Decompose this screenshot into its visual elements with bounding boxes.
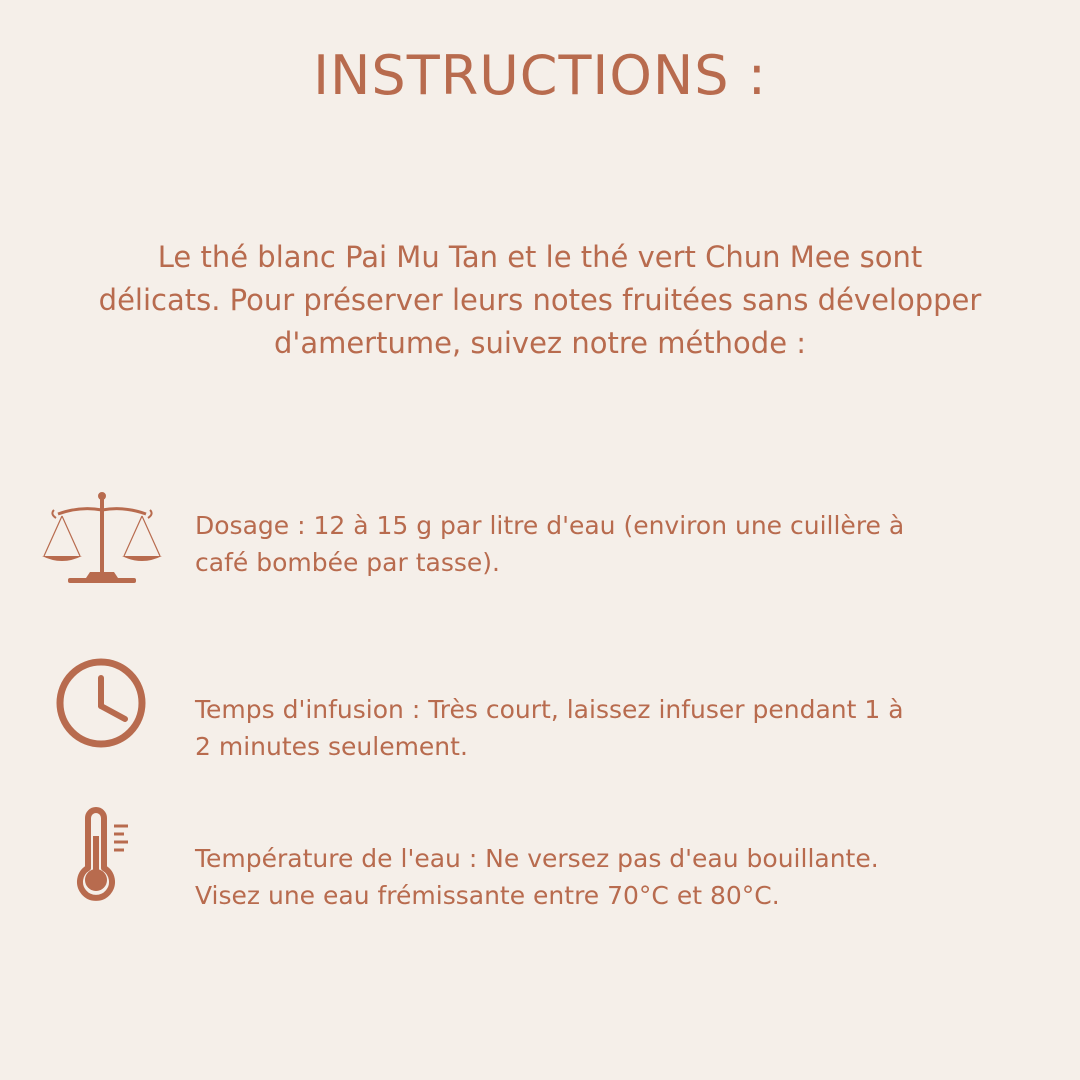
thermometer-icon [70, 806, 134, 906]
step-line: Temps d'infusion : Très court, laissez infuser pendant 1 à [195, 695, 904, 724]
step-line: Visez une eau frémissante entre 70°C et 80°C. [195, 881, 780, 910]
clock-icon [54, 656, 150, 756]
scale-icon [40, 490, 164, 590]
page-title: INSTRUCTIONS : [313, 44, 767, 107]
intro-line: délicats. Pour préserver leurs notes fruitées sans développer [98, 283, 982, 317]
step-text [195, 691, 1055, 765]
step-text [195, 507, 1055, 581]
step-line: Température de l'eau : Ne versez pas d'eau bouillante. [195, 844, 879, 873]
step-line: 2 minutes seulement. [195, 732, 468, 761]
step-line: Dosage : 12 à 15 g par litre d'eau (environ une cuillère à [195, 511, 905, 540]
intro-line: d'amertume, suivez notre méthode : [273, 326, 807, 360]
intro-line: Le thé blanc Pai Mu Tan et le thé vert Chun Mee sont [157, 240, 923, 274]
intro-paragraph [0, 236, 1080, 365]
step-text [195, 840, 1055, 914]
step-line: café bombée par tasse). [195, 548, 500, 577]
